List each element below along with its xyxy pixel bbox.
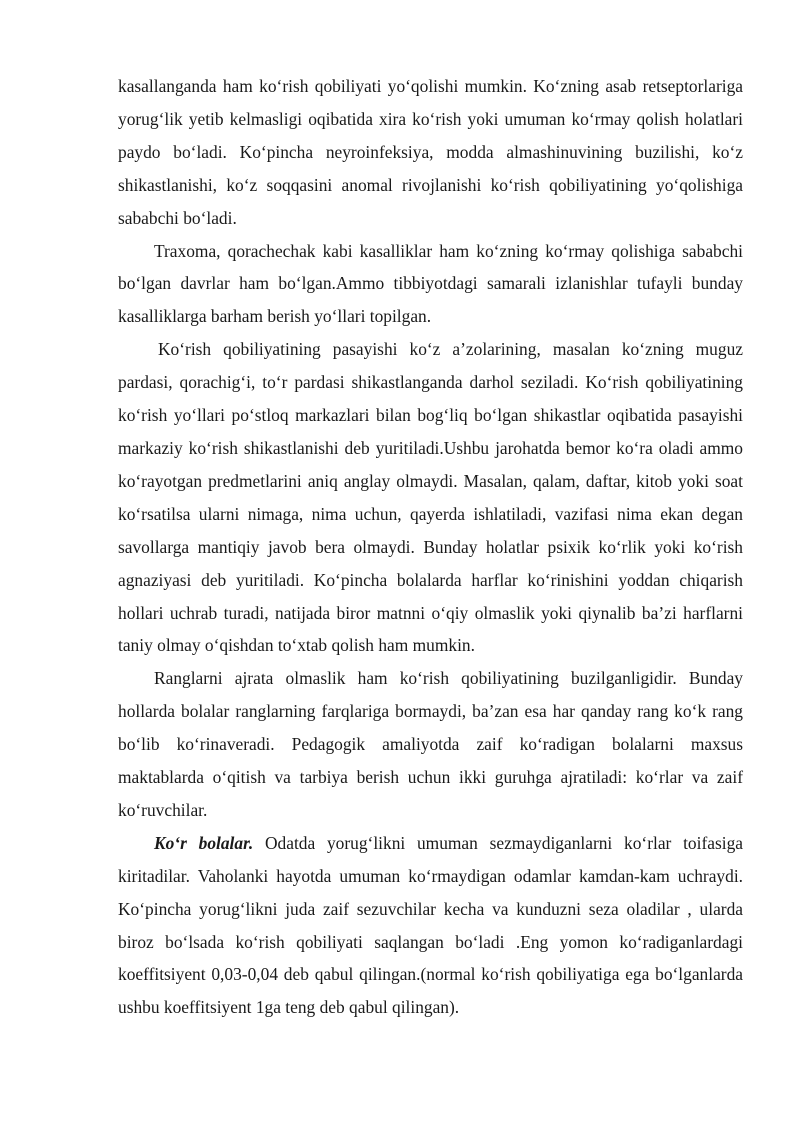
paragraph-central-vision-damage: Ko‘rish qobiliyatining pasayishi ko‘z a’zolarining, masalan ko‘zning muguz pardasi, qorachig‘i, to‘r pardasi shikastlanganda darhol seziladi. Ko‘rish qobiliyatining ko‘rish yo‘llari po‘stloq markazlari bilan bog‘liq bo‘lgan shikastlar oqibatida pasayishi markaziy ko‘rish shikastlanishi deb yuritiladi.Ushbu jarohatda bemor ko‘ra oladi ammo ko‘rayotgan predmetlarini aniq anglay olmaydi. Masalan, qalam, daftar, kitob yoki soat ko‘rsatilsa ularni nimaga, nima uchun, qayerda ishlatiladi, vazifasi nima ekan degan savollarga mantiqiy javob bera olmaydi. Bunday holatlar psixik ko‘rlik yoki ko‘rish agnaziyasi deb yuritiladi. Ko‘pincha bolalarda harflar ko‘rinishini yoddan chiqarish hollari uchrab turadi, natijada biror matnni o‘qiy olmaslik yoki qiynalib ba’zi harflarni taniy olmay o‘qishdan to‘xtab qolish ham mumkin. (118, 339, 743, 656)
paragraph-color-blindness: Ranglarni ajrata olmaslik ham ko‘rish qobiliyatining buzilganligidir. Bunday hollarda bolalar ranglarning farqlariga bormaydi, ba’zan esa har qanday rang ko‘k rang bo‘lib ko‘rinaveradi. Pedagogik amaliyotda zaif ko‘radigan bolalarni maxsus maktablarda o‘qitish va tarbiya berish uchun ikki guruhga ajratiladi: ko‘rlar va zaif ko‘ruvchilar. (118, 668, 743, 820)
paragraph-blind-children-text: Odatda yorug‘likni umuman sezmaydiganlarni ko‘rlar toifasiga kiritadilar. Vaholanki hayotda umuman ko‘rmaydigan odamlar kamdan-kam uchraydi. Ko‘pincha yorug‘likni juda zaif sezuvchilar kecha va kunduzni seza oladilar , ularda biroz bo‘lsada ko‘rish qobiliyati saqlangan bo‘ladi .Eng yomon ko‘radiganlardagi koeffitsiyent 0,03-0,04 deb qabul qilingan.(normal ko‘rish qobiliyatiga ega bo‘lganlarda ushbu koeffitsiyent 1ga teng deb qabul qilingan). (118, 832, 743, 1018)
paragraph-blind-children (118, 827, 743, 1024)
document-page (118, 70, 743, 1024)
paragraph-vision-loss-causes: kasallanganda ham ko‘rish qobiliyati yo‘qolishi mumkin. Ko‘zning asab retseptorlariga yorug‘lik yetib kelmasligi oqibatida xira ko‘rish yoki umuman ko‘rmay qolish holatlari paydo bo‘ladi. Ko‘pincha neyroinfeksiya, modda almashinuvining buzilishi, ko‘z shikastlanishi, ko‘z soqqasini anomal rivojlanishi ko‘rish qobiliyatining yo‘qolishiga sababchi bo‘ladi. (118, 76, 743, 228)
section-heading-blind-children: Ko‘r bolalar. (154, 832, 254, 853)
paragraph-trachoma: Traxoma, qorachechak kabi kasalliklar ham ko‘zning ko‘rmay qolishiga sababchi bo‘lgan davrlar ham bo‘lgan.Ammo tibbiyotdagi samarali izlanishlar tufayli bunday kasalliklarga barham berish yo‘llari topilgan. (118, 240, 743, 327)
